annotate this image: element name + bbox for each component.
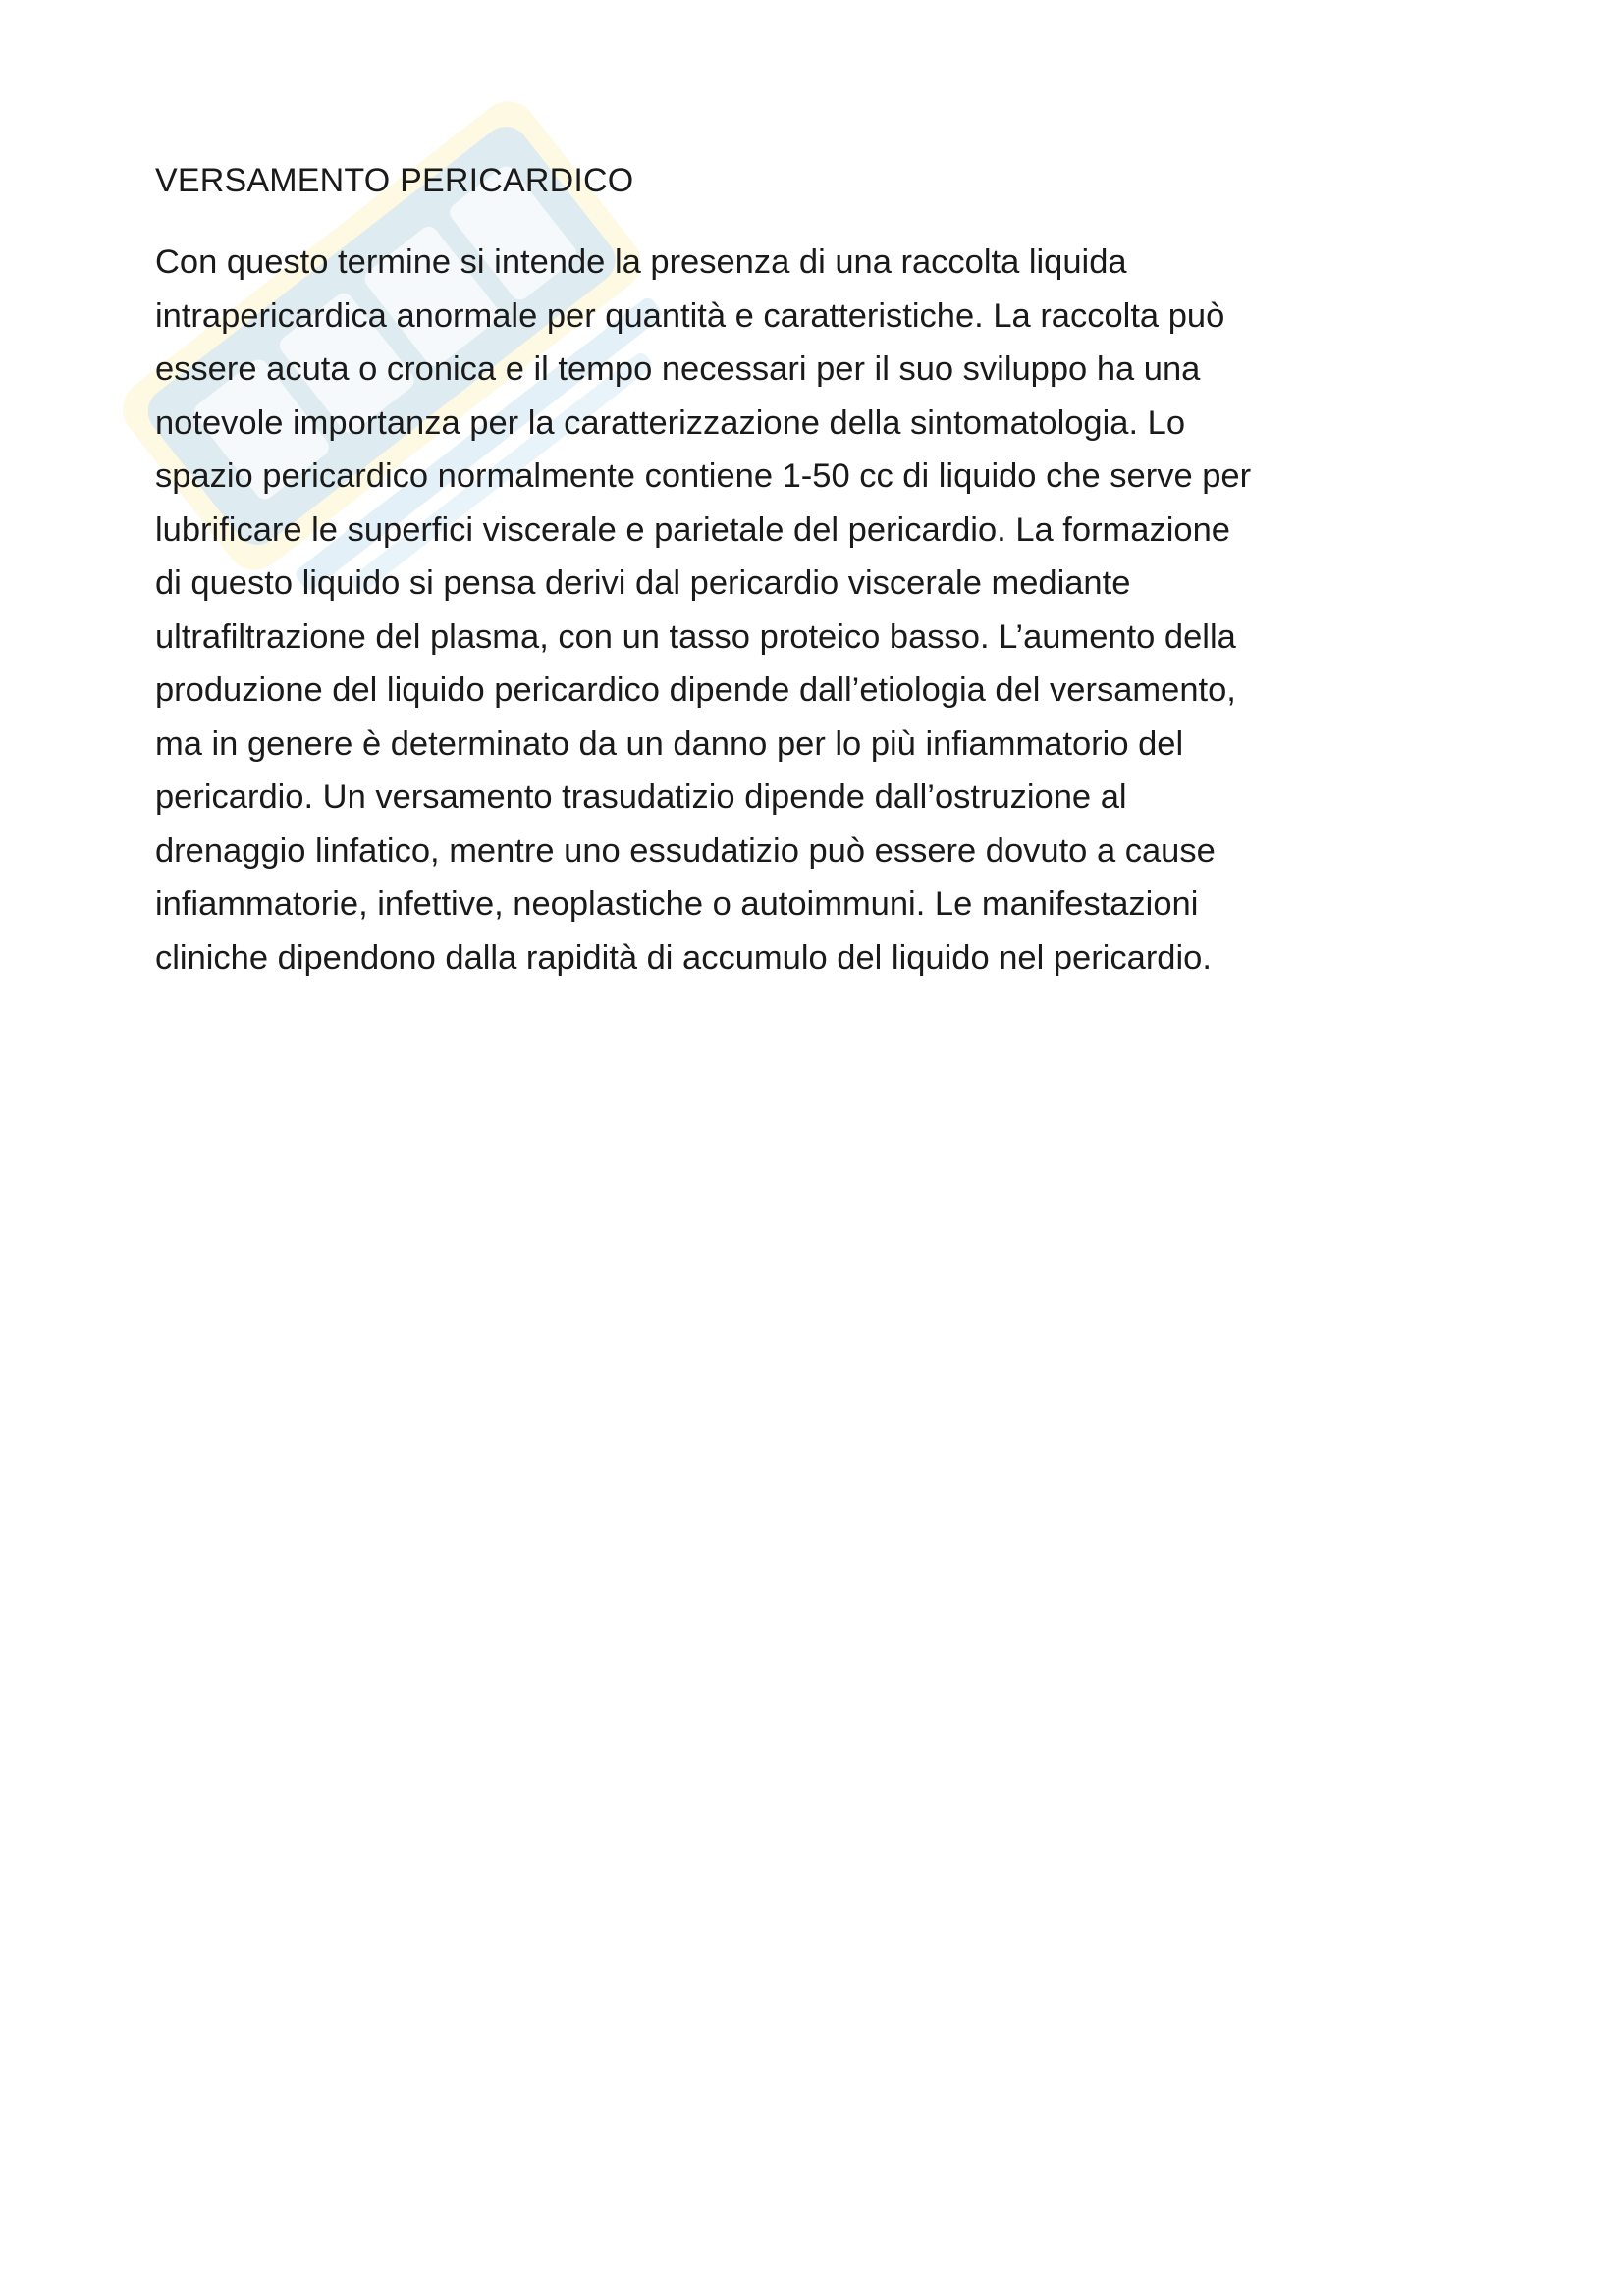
body-line: spazio pericardico normalmente contiene 1-50 cc di liquido che serve per xyxy=(155,457,1252,495)
document-body xyxy=(155,236,1476,985)
body-line: infiammatorie, infettive, neoplastiche o autoimmuni. Le manifestazioni xyxy=(155,885,1199,923)
body-line: notevole importanza per la caratterizzazione della sintomatologia. Lo xyxy=(155,403,1186,442)
document-title: VERSAMENTO PERICARDICO xyxy=(155,162,634,199)
document-content xyxy=(155,157,1490,985)
body-line: cliniche dipendono dalla rapidità di accumulo del liquido nel pericardio. xyxy=(155,938,1212,977)
body-line: essere acuta o cronica e il tempo necessari per il suo sviluppo ha una xyxy=(155,350,1201,388)
body-line: Con questo termine si intende la presenza di una raccolta liquida xyxy=(155,243,1127,281)
body-line: pericardio. Un versamento trasudatizio dipende dall’ostruzione al xyxy=(155,778,1127,816)
body-line: drenaggio linfatico, mentre uno essudatizio può essere dovuto a cause xyxy=(155,831,1216,870)
body-line: di questo liquido si pensa derivi dal pericardio viscerale mediante xyxy=(155,564,1131,602)
body-line: ma in genere è determinato da un danno per lo più infiammatorio del xyxy=(155,724,1184,763)
body-line: lubrificare le superfici viscerale e parietale del pericardio. La formazione xyxy=(155,510,1230,549)
body-line: intrapericardica anormale per quantità e caratteristiche. La raccolta può xyxy=(155,296,1225,335)
body-line: produzione del liquido pericardico dipende dall’etiologia del versamento, xyxy=(155,671,1236,709)
body-line: ultrafiltrazione del plasma, con un tasso proteico basso. L’aumento della xyxy=(155,617,1236,656)
